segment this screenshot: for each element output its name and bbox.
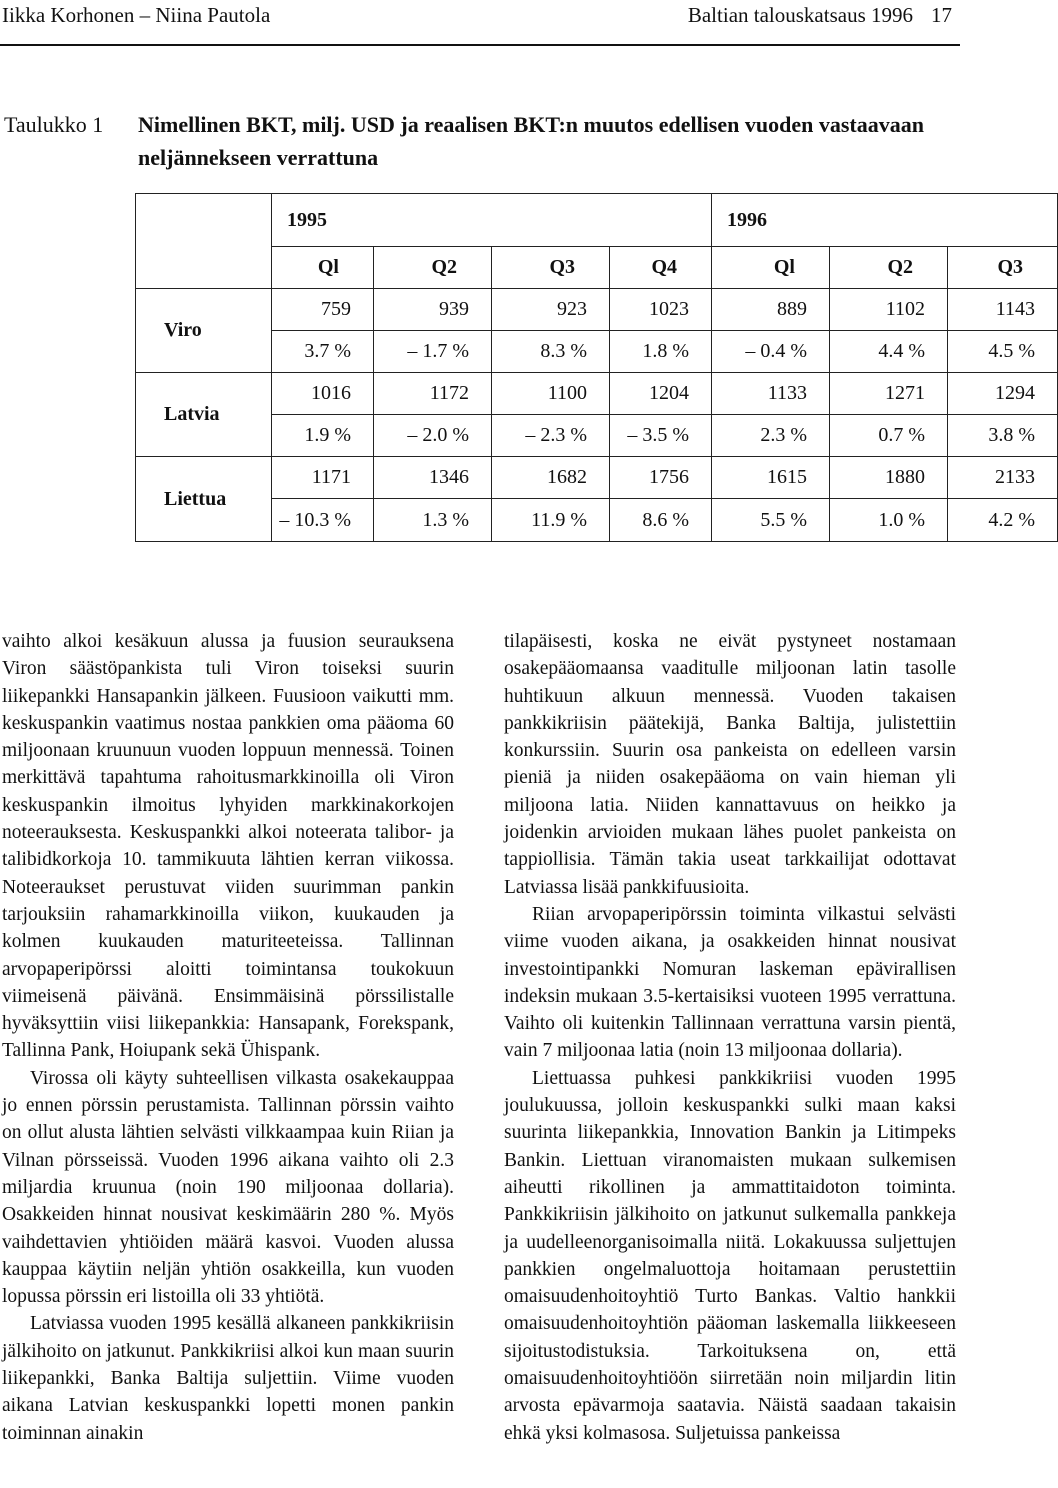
growth-value: – 10.3 % xyxy=(272,499,374,542)
paragraph: vaihto alkoi kesäkuun alussa ja fuusion seurauksena Viron säästöpankista tuli Viron toiseksi suurin liikepankki Hansapankin jälkeen. Fuusioon vaikutti mm. keskuspankin vaatimus nostaa pankkien oma pääoma 60 miljoonaan kruunuun vuoden loppuun mennessä. Toinen merkittävä tapahtuma rahoitusmarkkinoilla oli Viron keskuspankin ilmoitus lyhyiden markkinakorkojen noteerauksesta. Keskuspankki alkoi noteerata talibor- ja talibidkorkoja 10. tammikuuta lähtien kerran viikossa. Noteeraukset perustuvat viiden suurimman pankin tarjouksiin rahamarkkinoilla viikon, kuukauden ja kolmen kuukauden maturiteeteissa. Tallinnan arvopaperipörssi aloitti toimintansa toukokuun viimeisenä päivänä. Ensimmäisinä pörssilistalle hyväksyttiin viisi liikepankkia: Hansapank, Forekspank, Tallinna Pank, Hoiupank sekä Ühispank. xyxy=(2,631,454,1062)
gdp-value: 1880 xyxy=(830,457,948,499)
gdp-value: 1294 xyxy=(948,373,1058,415)
quarter-header: Q3 xyxy=(948,247,1058,289)
table-row-viro-changes xyxy=(136,331,1058,373)
paragraph: Liettuassa puhkesi pankkikriisi vuoden 1995 joulukuussa, jolloin keskuspankki sulki maan kaksi suurinta liikepankkia, Innovation Bankin ja Litimpeks Bankin. Liettuan viranomaisten mukaan sulkemisen aiheutti rikollinen ja ammattitaidoton toiminta. Pankkikriisin jälkihoito on jatkunut sulkemalla pankkeja ja uudelleenorganisoimalla niitä. Lokakuussa suljettujen pankkien ongelmaluottoja hoitamaan perustettiin omaisuudenhoitoyhtiö Turto Bankas. Valtio hankkii omaisuudenhoitoyhtiön pääoman laskemalla liikkeeseen sijoitustodistuksia. Tarkoituksena on, että omaisuudenhoitoyhtiöön siirretään noin miljardin litin arvosta epävarmoja saatavia. Näistä saadaan takaisin ehkä yksi kolmasosa. Suljetuissa pankeissa xyxy=(504,1067,956,1444)
gdp-value: 1271 xyxy=(830,373,948,415)
country-liettua: Liettua xyxy=(136,457,272,542)
gdp-value: 1016 xyxy=(272,373,374,415)
gdp-value: 1682 xyxy=(492,457,610,499)
gdp-value: 1171 xyxy=(272,457,374,499)
gdp-value: 1100 xyxy=(492,373,610,415)
page-header xyxy=(0,0,960,46)
growth-value: 1.9 % xyxy=(272,415,374,457)
growth-value: 5.5 % xyxy=(712,499,830,542)
gdp-value: 759 xyxy=(272,289,374,331)
growth-value: – 0.4 % xyxy=(712,331,830,373)
growth-value: – 2.3 % xyxy=(492,415,610,457)
quarter-header: Q2 xyxy=(830,247,948,289)
gdp-value: 1023 xyxy=(610,289,712,331)
growth-value: 3.7 % xyxy=(272,331,374,373)
growth-value: 1.3 % xyxy=(374,499,492,542)
gdp-value: 1204 xyxy=(610,373,712,415)
growth-value: 1.8 % xyxy=(610,331,712,373)
growth-value: 2.3 % xyxy=(712,415,830,457)
gdp-table xyxy=(135,193,1058,542)
paragraph: Latviassa vuoden 1995 kesällä alkaneen pankkikriisin jälkihoito on jatkunut. Pankkikriisi alkoi kun maan suurin liikepankki, Banka Baltija suljettiin. Viime vuoden aikana Latvian keskuspankki lopetti monen pankin toiminnan ainakin xyxy=(2,1313,454,1444)
growth-value: – 1.7 % xyxy=(374,331,492,373)
gdp-value: 2133 xyxy=(948,457,1058,499)
country-latvia: Latvia xyxy=(136,373,272,457)
growth-value: 8.3 % xyxy=(492,331,610,373)
year-1996: 1996 xyxy=(712,194,1058,247)
gdp-value: 939 xyxy=(374,289,492,331)
paragraph: tilapäisesti, koska ne eivät pystyneet nostamaan osakepääomaansa vaaditulle miljoonan latin tasolle huhtikuun alkuun mennessä. Vuoden takaisen pankkikriisin päätekijä, Banka Baltija, julistettiin konkurssiin. Suurin osa pankeista on edelleen varsin pieniä ja niiden osakepääoma on vain hieman yli miljoona latia. Niiden kannattavuus on heikko ja joidenkin arvioiden mukaan lähes puolet pankeista on tappiollisia. Tämän takia useat tarkkailijat odottavat Latviassa lisää pankkifuusioita. xyxy=(504,631,956,898)
growth-value: 3.8 % xyxy=(948,415,1058,457)
header-authors: Iikka Korhonen – Niina Pautola xyxy=(2,3,271,27)
gdp-value: 1615 xyxy=(712,457,830,499)
growth-value: 4.2 % xyxy=(948,499,1058,542)
table-title: Nimellinen BKT, milj. USD ja reaalisen BKT:n muutos edellisen vuoden vastaavaan neljännekseen verrattuna xyxy=(138,112,924,170)
quarter-header: Q2 xyxy=(374,247,492,289)
table-row-liettua-changes xyxy=(136,499,1058,542)
table-row-liettua-values xyxy=(136,457,1058,499)
growth-value: 4.4 % xyxy=(830,331,948,373)
country-viro: Viro xyxy=(136,289,272,373)
gdp-value: 1143 xyxy=(948,289,1058,331)
paragraph: Virossa oli käyty suhteellisen vilkasta osakekauppaa jo ennen pörssin perustamista. Tallinnan pörssin vaihto on ollut alusta lähtien selvästi vilkkaampaa kuin Riian ja Vilnan pörsseissä. Vuoden 1996 aikana vaihto oli 2.3 miljardia kruunua (noin 190 miljoonaa dollaria). Osakkeiden hinnat nousivat keskimäärin 280 %. Myös vaihdettavien yhtiöiden määrä kasvoi. Vuoden alussa kauppaa käytiin neljän yhtiön osakkeilla, kun vuoden lopussa pörssin eri listoilla oli 33 yhtiötä. xyxy=(2,1067,454,1308)
growth-value: 4.5 % xyxy=(948,331,1058,373)
paragraph: Riian arvopaperipörssin toiminta vilkastui selvästi viime vuoden aikana, ja osakkeiden hinnat nousivat investointipankki Nomuran laskeman epävirallisen indeksin mukaan 3.5-kertaisiksi vuoteen 1995 verrattuna. Vaihto oli kuitenkin Tallinnaan verrattuna varsin pientä, vain 7 miljoonaa latia (noin 13 miljoonaa dollaria). xyxy=(504,903,956,1062)
table-row-latvia-changes xyxy=(136,415,1058,457)
table-label: Taulukko 1 xyxy=(4,112,104,137)
growth-value: 0.7 % xyxy=(830,415,948,457)
growth-value: 1.0 % xyxy=(830,499,948,542)
body-text xyxy=(0,628,960,1480)
table-row-latvia-values xyxy=(136,373,1058,415)
gdp-value: 1102 xyxy=(830,289,948,331)
year-header-row xyxy=(136,194,1058,247)
growth-value: – 2.0 % xyxy=(374,415,492,457)
gdp-value: 1756 xyxy=(610,457,712,499)
corner-cell xyxy=(136,194,272,289)
right-column xyxy=(504,628,956,1447)
left-column xyxy=(2,628,454,1447)
gdp-value: 1133 xyxy=(712,373,830,415)
quarter-header: Q4 xyxy=(610,247,712,289)
quarter-header: Q3 xyxy=(492,247,610,289)
gdp-value: 889 xyxy=(712,289,830,331)
page-number: 17 xyxy=(931,3,952,27)
quarter-header-row xyxy=(136,247,1058,289)
header-title: Baltian talouskatsaus 1996 xyxy=(687,3,913,27)
year-1995: 1995 xyxy=(272,194,712,247)
growth-value: 8.6 % xyxy=(610,499,712,542)
gdp-value: 1346 xyxy=(374,457,492,499)
growth-value: 11.9 % xyxy=(492,499,610,542)
header-publication xyxy=(688,3,952,27)
growth-value: – 3.5 % xyxy=(610,415,712,457)
quarter-header: Ql xyxy=(712,247,830,289)
gdp-value: 1172 xyxy=(374,373,492,415)
quarter-header: Ql xyxy=(272,247,374,289)
gdp-value: 923 xyxy=(492,289,610,331)
table-row-viro-values xyxy=(136,289,1058,331)
